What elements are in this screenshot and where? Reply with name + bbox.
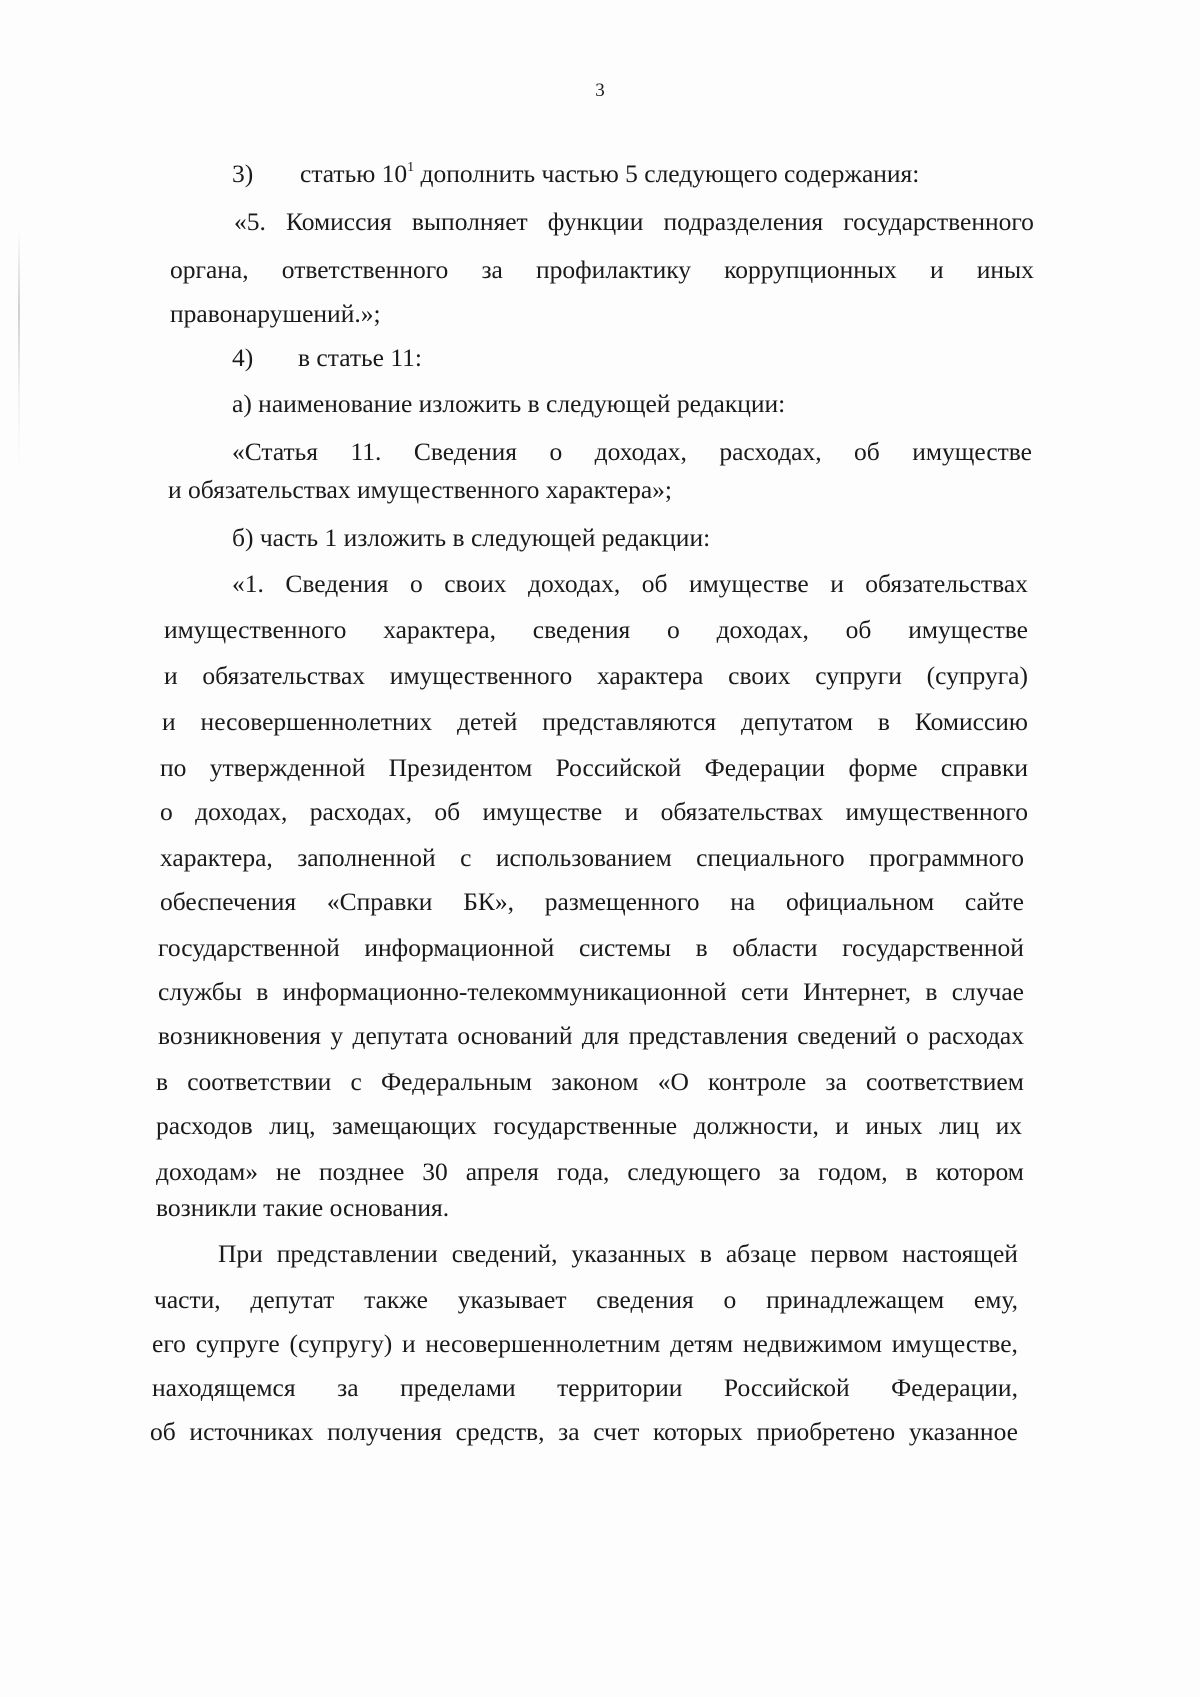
word: настоящей <box>902 1239 1018 1268</box>
item-3-superscript: 1 <box>407 160 415 175</box>
word: имуществе <box>912 437 1032 466</box>
word: контроле <box>708 1067 807 1096</box>
paragraph-2-line <box>152 1320 1018 1368</box>
word: и <box>401 1329 416 1358</box>
item-4-text: в статье 11: <box>298 343 422 372</box>
word: имуществе, <box>891 1329 1018 1358</box>
word: иных <box>865 1111 923 1140</box>
word: коррупционных <box>724 255 897 284</box>
word: несовершеннолетних <box>200 707 433 736</box>
word: находящемся <box>152 1373 296 1402</box>
word: ответственного <box>281 255 449 284</box>
paragraph-1-line <box>160 744 1028 792</box>
word: Федерации <box>704 753 826 782</box>
word: также <box>364 1285 428 1314</box>
word: использованием <box>495 843 672 872</box>
word: года, <box>556 1157 610 1186</box>
word: информационной <box>364 933 555 962</box>
word: и <box>835 1111 849 1140</box>
paragraph-2-line <box>152 1364 1018 1412</box>
word: «О <box>657 1067 689 1096</box>
word: должности, <box>693 1111 819 1140</box>
quote-5-line-3: правонарушений.»; <box>170 299 381 328</box>
word: за <box>337 1373 359 1402</box>
word: у <box>330 1021 344 1050</box>
word: «1. <box>232 569 264 598</box>
paragraph-2-line <box>154 1276 1018 1324</box>
word: государственной <box>842 933 1024 962</box>
word: об <box>150 1417 176 1446</box>
paragraph-1-line <box>160 834 1024 882</box>
word: Федеральным <box>381 1067 533 1096</box>
word: органа, <box>170 255 249 284</box>
word: с <box>460 843 472 872</box>
word: специального <box>696 843 845 872</box>
word: в <box>905 1157 918 1186</box>
word: Российской <box>555 753 682 782</box>
word: первом <box>810 1239 889 1268</box>
paragraph-1-line <box>158 1012 1024 1060</box>
paragraph-1-last-line: возникли такие основания. <box>156 1193 450 1222</box>
word: по <box>160 753 187 782</box>
word: выполняет <box>411 207 528 236</box>
word: указанное <box>908 1417 1018 1446</box>
word: в <box>695 933 708 962</box>
word: в <box>699 1239 712 1268</box>
word: лиц <box>939 1111 980 1140</box>
word: недвижимом <box>742 1329 882 1358</box>
word: своих <box>728 661 791 690</box>
word: Сведения <box>413 437 518 466</box>
word: доходах, <box>716 615 809 644</box>
word: и <box>164 661 178 690</box>
word: оснований <box>457 1021 573 1050</box>
word: сведений <box>797 1021 897 1050</box>
word: «5. <box>234 207 266 236</box>
word: справки <box>940 753 1028 782</box>
word: случае <box>951 977 1024 1006</box>
word: указывает <box>457 1285 567 1314</box>
word: соответствием <box>865 1067 1024 1096</box>
word: детям <box>670 1329 734 1358</box>
word: системы <box>578 933 671 962</box>
word: области <box>732 933 818 962</box>
word: подразделения <box>663 207 824 236</box>
word: депутат <box>250 1285 335 1314</box>
word: характера, <box>160 843 273 872</box>
word: расходах, <box>719 437 822 466</box>
paragraph-1-line <box>232 560 1028 608</box>
word: за <box>558 1417 580 1446</box>
word: Российской <box>723 1373 850 1402</box>
word: представлении <box>276 1239 438 1268</box>
word: БК», <box>463 887 514 916</box>
word: форме <box>848 753 918 782</box>
word: государственной <box>158 933 340 962</box>
word: позднее <box>319 1157 405 1186</box>
word: счет <box>593 1417 640 1446</box>
word: сети <box>741 977 789 1006</box>
word: своих <box>444 569 507 598</box>
page-number: 3 <box>595 80 605 101</box>
word: размещенного <box>544 887 700 916</box>
word: доходах, <box>527 569 621 598</box>
paragraph-2-line <box>150 1408 1018 1456</box>
word: возникновения <box>158 1021 321 1050</box>
word: законом <box>551 1067 639 1096</box>
word: указанных <box>571 1239 687 1268</box>
word: и <box>162 707 176 736</box>
paragraph-1-line <box>158 968 1024 1016</box>
word: имущественного <box>845 797 1028 826</box>
word: информационно-телекоммуникационной <box>282 977 727 1006</box>
word: и <box>624 797 639 826</box>
word: не <box>276 1157 302 1186</box>
word: Сведения <box>285 569 389 598</box>
word: 30 <box>422 1157 448 1186</box>
word: (супругу) <box>289 1329 393 1358</box>
item-3-text-after: дополнить частью 5 следующего содержания: <box>414 159 920 188</box>
word: об <box>434 797 461 826</box>
word: для <box>581 1021 620 1050</box>
word: профилактику <box>536 255 691 284</box>
word: в <box>256 977 269 1006</box>
word: апреля <box>465 1157 539 1186</box>
word: Президентом <box>388 753 533 782</box>
article-11-line-2: и обязательствах имущественного характера»; <box>168 475 672 504</box>
word: имущественного <box>389 661 573 690</box>
word: функции <box>547 207 644 236</box>
word: их <box>995 1111 1022 1140</box>
word: о <box>409 569 423 598</box>
paragraph-1-line <box>158 924 1024 972</box>
word: сайте <box>964 887 1024 916</box>
word: за <box>825 1067 847 1096</box>
word: об <box>854 437 880 466</box>
word: заполненной <box>297 843 436 872</box>
word: депутатом <box>740 707 853 736</box>
word: (супруга) <box>926 661 1028 690</box>
item-4-number: 4) <box>232 343 254 372</box>
word: имуществе <box>908 615 1028 644</box>
word: характера, <box>383 615 496 644</box>
word: доходах, <box>195 797 288 826</box>
scan-edge-shadow <box>18 230 20 470</box>
word: средств, <box>455 1417 545 1446</box>
word: 11. <box>350 437 382 466</box>
word: Интернет, <box>803 977 911 1006</box>
word: имущественного <box>164 615 347 644</box>
word: супруге <box>195 1329 280 1358</box>
word: характера <box>596 661 704 690</box>
word: в <box>877 707 890 736</box>
word: доходам» <box>156 1157 259 1186</box>
word: Федерации, <box>891 1373 1018 1402</box>
word: службы <box>158 977 242 1006</box>
word: годом, <box>818 1157 888 1186</box>
word: «Справки <box>326 887 433 916</box>
word: о <box>549 437 563 466</box>
word: ему, <box>973 1285 1018 1314</box>
word: соответствии <box>187 1067 332 1096</box>
word: в <box>925 977 938 1006</box>
word: о <box>667 615 680 644</box>
word: в <box>156 1067 169 1096</box>
word: о <box>906 1021 919 1050</box>
word: представляются <box>542 707 717 736</box>
paragraph-1-line <box>156 1102 1022 1150</box>
word: имуществе <box>482 797 603 826</box>
word: следующего <box>627 1157 761 1186</box>
word: о <box>723 1285 737 1314</box>
word: источниках <box>189 1417 314 1446</box>
quote-5-line-2 <box>170 246 1034 294</box>
word: расходах <box>928 1021 1024 1050</box>
word: официальном <box>785 887 935 916</box>
word: государственного <box>843 207 1034 236</box>
word: доходах, <box>594 437 687 466</box>
word: утвержденной <box>209 753 366 782</box>
word: территории <box>557 1373 683 1402</box>
word: государственные <box>493 1111 678 1140</box>
word: депутата <box>352 1021 449 1050</box>
word: котором <box>935 1157 1024 1186</box>
word: Комиссия <box>285 207 392 236</box>
word: пределами <box>400 1373 516 1402</box>
word: сведений, <box>451 1239 558 1268</box>
paragraph-1-line <box>162 698 1028 746</box>
word: иных <box>976 255 1034 284</box>
paragraph-2-line <box>218 1230 1018 1278</box>
quote-5-line-1 <box>234 198 1034 246</box>
word: обязательствах <box>202 661 366 690</box>
paragraph-1-line <box>160 788 1028 836</box>
item-3-text <box>300 150 919 198</box>
word: «Статья <box>232 437 319 466</box>
word: несовершеннолетним <box>425 1329 661 1358</box>
paragraph-1-line <box>164 606 1028 654</box>
word: расходах, <box>309 797 413 826</box>
word: с <box>350 1067 362 1096</box>
word: абзаце <box>725 1239 797 1268</box>
word: принадлежащем <box>766 1285 945 1314</box>
word: обязательствах <box>865 569 1028 598</box>
word: имуществе <box>688 569 809 598</box>
word: части, <box>154 1285 221 1314</box>
word: сведения <box>532 615 631 644</box>
word: обязательствах <box>660 797 824 826</box>
word: на <box>730 887 756 916</box>
word: об <box>641 569 668 598</box>
word: расходов <box>156 1111 253 1140</box>
word: При <box>218 1239 263 1268</box>
sub-item-a: а) наименование изложить в следующей редакции: <box>232 389 786 418</box>
word: замещающих <box>331 1111 477 1140</box>
word: супруги <box>815 661 902 690</box>
word: программного <box>869 843 1024 872</box>
word: о <box>160 797 173 826</box>
word: получения <box>327 1417 442 1446</box>
paragraph-1-line <box>164 652 1028 700</box>
paragraph-1-line <box>156 1058 1024 1106</box>
word: сведения <box>596 1285 694 1314</box>
paragraph-1-line <box>160 878 1024 926</box>
word: и <box>830 569 844 598</box>
word: об <box>845 615 872 644</box>
word: за <box>778 1157 801 1186</box>
item-3-number: 3) <box>232 159 254 188</box>
sub-item-b: б) часть 1 изложить в следующей редакции: <box>232 523 711 552</box>
word: за <box>481 255 503 284</box>
word: Комиссию <box>914 707 1028 736</box>
word: и <box>929 255 944 284</box>
word: которых <box>653 1417 743 1446</box>
word: детей <box>456 707 518 736</box>
word: его <box>152 1329 186 1358</box>
word: обеспечения <box>160 887 297 916</box>
word: лиц, <box>269 1111 316 1140</box>
word: приобретено <box>756 1417 896 1446</box>
word: представления <box>628 1021 788 1050</box>
item-3-text-before: статью 10 <box>300 159 408 188</box>
